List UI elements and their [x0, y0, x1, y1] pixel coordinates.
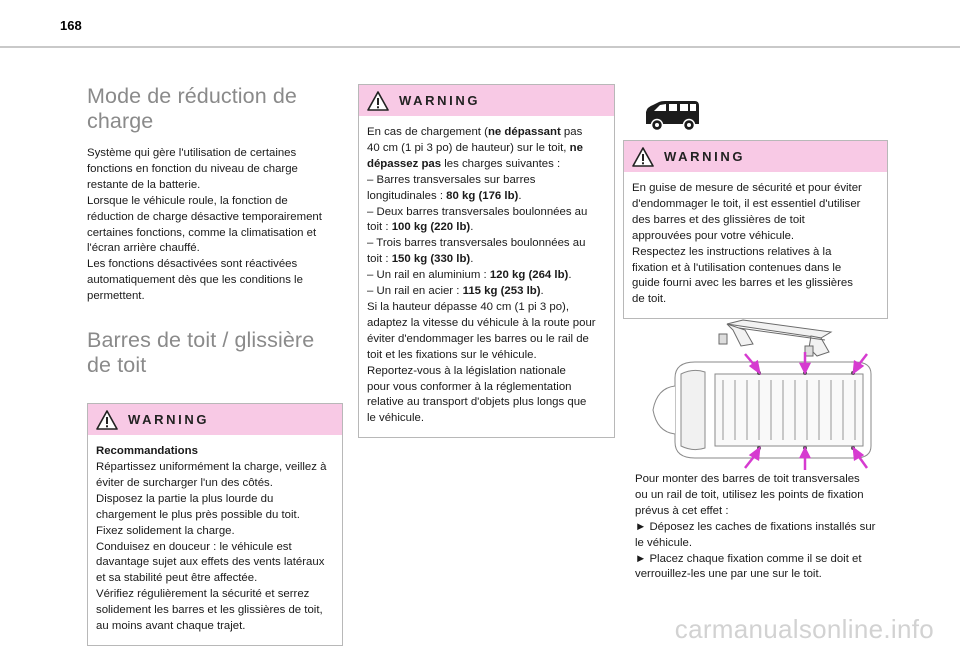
warning-body: Recommandations Répartissez uniformément la charge, veillez à éviter de surcharger l'un des côtés. Disposez la partie la plus lourde du chargement le plus près possible du toit. Fixez solidement la charge. Conduisez en douceur : le véhicule est davantage sujet aux effets des vents latéraux et sa stabilité peut être affectée. Vérifiez régulièrement la sécurité et serrez solidement les barres et les glissières de toit, au moins avant chaque trajet. — [88, 435, 342, 645]
van-top-view — [653, 362, 871, 458]
warning-triangle-icon — [96, 410, 118, 430]
warning-body: En cas de chargement (ne dépassant pas 40 cm (1 pi 3 po) de hauteur) sur le toit, ne dépassez pas les charges suivantes : – Barres transversales sur barres longitudinales : 80 kg (176 lb). – Deux barres transversales boulonnées au toit : 100 kg (220 lb). – Trois barres transversales boulonnées au toit : 150 kg (330 lb). – Un rail en aluminium : 120 kg (264 lb). – Un rail en acier : 115 kg (253 lb). Si la hauteur dépasse 40 cm (1 pi 3 po), adaptez la vitesse du véhicule à la route pour éviter d'endommager les barres ou le rail de toit et les fixations sur le véhicule. Reportez-vous à la législation nationale pour vous conformer à la réglementation relative au transport d'objets plus longs que le véhicule. — [367, 126, 596, 425]
section-heading-roof-bars: Barres de toit / glissière de toit — [87, 328, 315, 378]
warning-title: WARNING — [399, 93, 481, 108]
warning-triangle-icon — [632, 147, 654, 167]
fixing-instructions: Pour monter des barres de toit transversales ou un rail de toit, utilisez les points de fixation prévus à cet effet : ► Déposez les caches de fixations installés sur le véhicule. ► Placez chaque fixation comme il se doit et verrouillez-les une par une sur le toit. — [635, 473, 876, 581]
warning-header — [624, 141, 887, 172]
warning-subtitle: Recommandations — [96, 445, 198, 458]
page-number: 168 — [60, 18, 82, 33]
warning-body: En guise de mesure de sécurité et pour éviter d'endommager le toit, il est essentiel d'utiliser des barres et des glissières de toit approuvées pour votre véhicule. Respectez les instructions relatives à la fixation et à l'utilisation contenues dans le guide fourni avec les barres et les glissières de toit. — [632, 182, 862, 306]
warning-header — [359, 85, 614, 116]
warning-title: WARNING — [128, 412, 210, 428]
warning-title: WARNING — [664, 149, 746, 164]
van-side-icon — [643, 98, 701, 132]
warning-header — [88, 404, 342, 435]
header-divider — [0, 46, 960, 48]
warning-triangle-icon — [367, 91, 389, 111]
watermark: carmanualsonline.info — [674, 614, 934, 644]
warning-box-recommendations — [87, 403, 343, 646]
warning-box-approved-bars — [623, 140, 888, 319]
section-heading-load-reduction: Mode de réduction de charge — [87, 84, 297, 133]
column-1 — [87, 80, 343, 646]
load-reduction-paragraph: Système qui gère l'utilisation de certaines fonctions en fonction du niveau de charge restante de la batterie. Lorsque le véhicule roule, la fonction de réduction de charge désactive temporairement certaines fonctions, comme la climatisation et l'écran arrière chauffé. Les fonctions désactivées sont réactivées automatiquement dès que les conditions le permettent. — [87, 147, 322, 303]
roof-bar-foot-illustration — [719, 320, 831, 356]
roof-bar-fixing-points-diagram — [635, 316, 885, 476]
warning-box-load-limits — [358, 84, 615, 438]
